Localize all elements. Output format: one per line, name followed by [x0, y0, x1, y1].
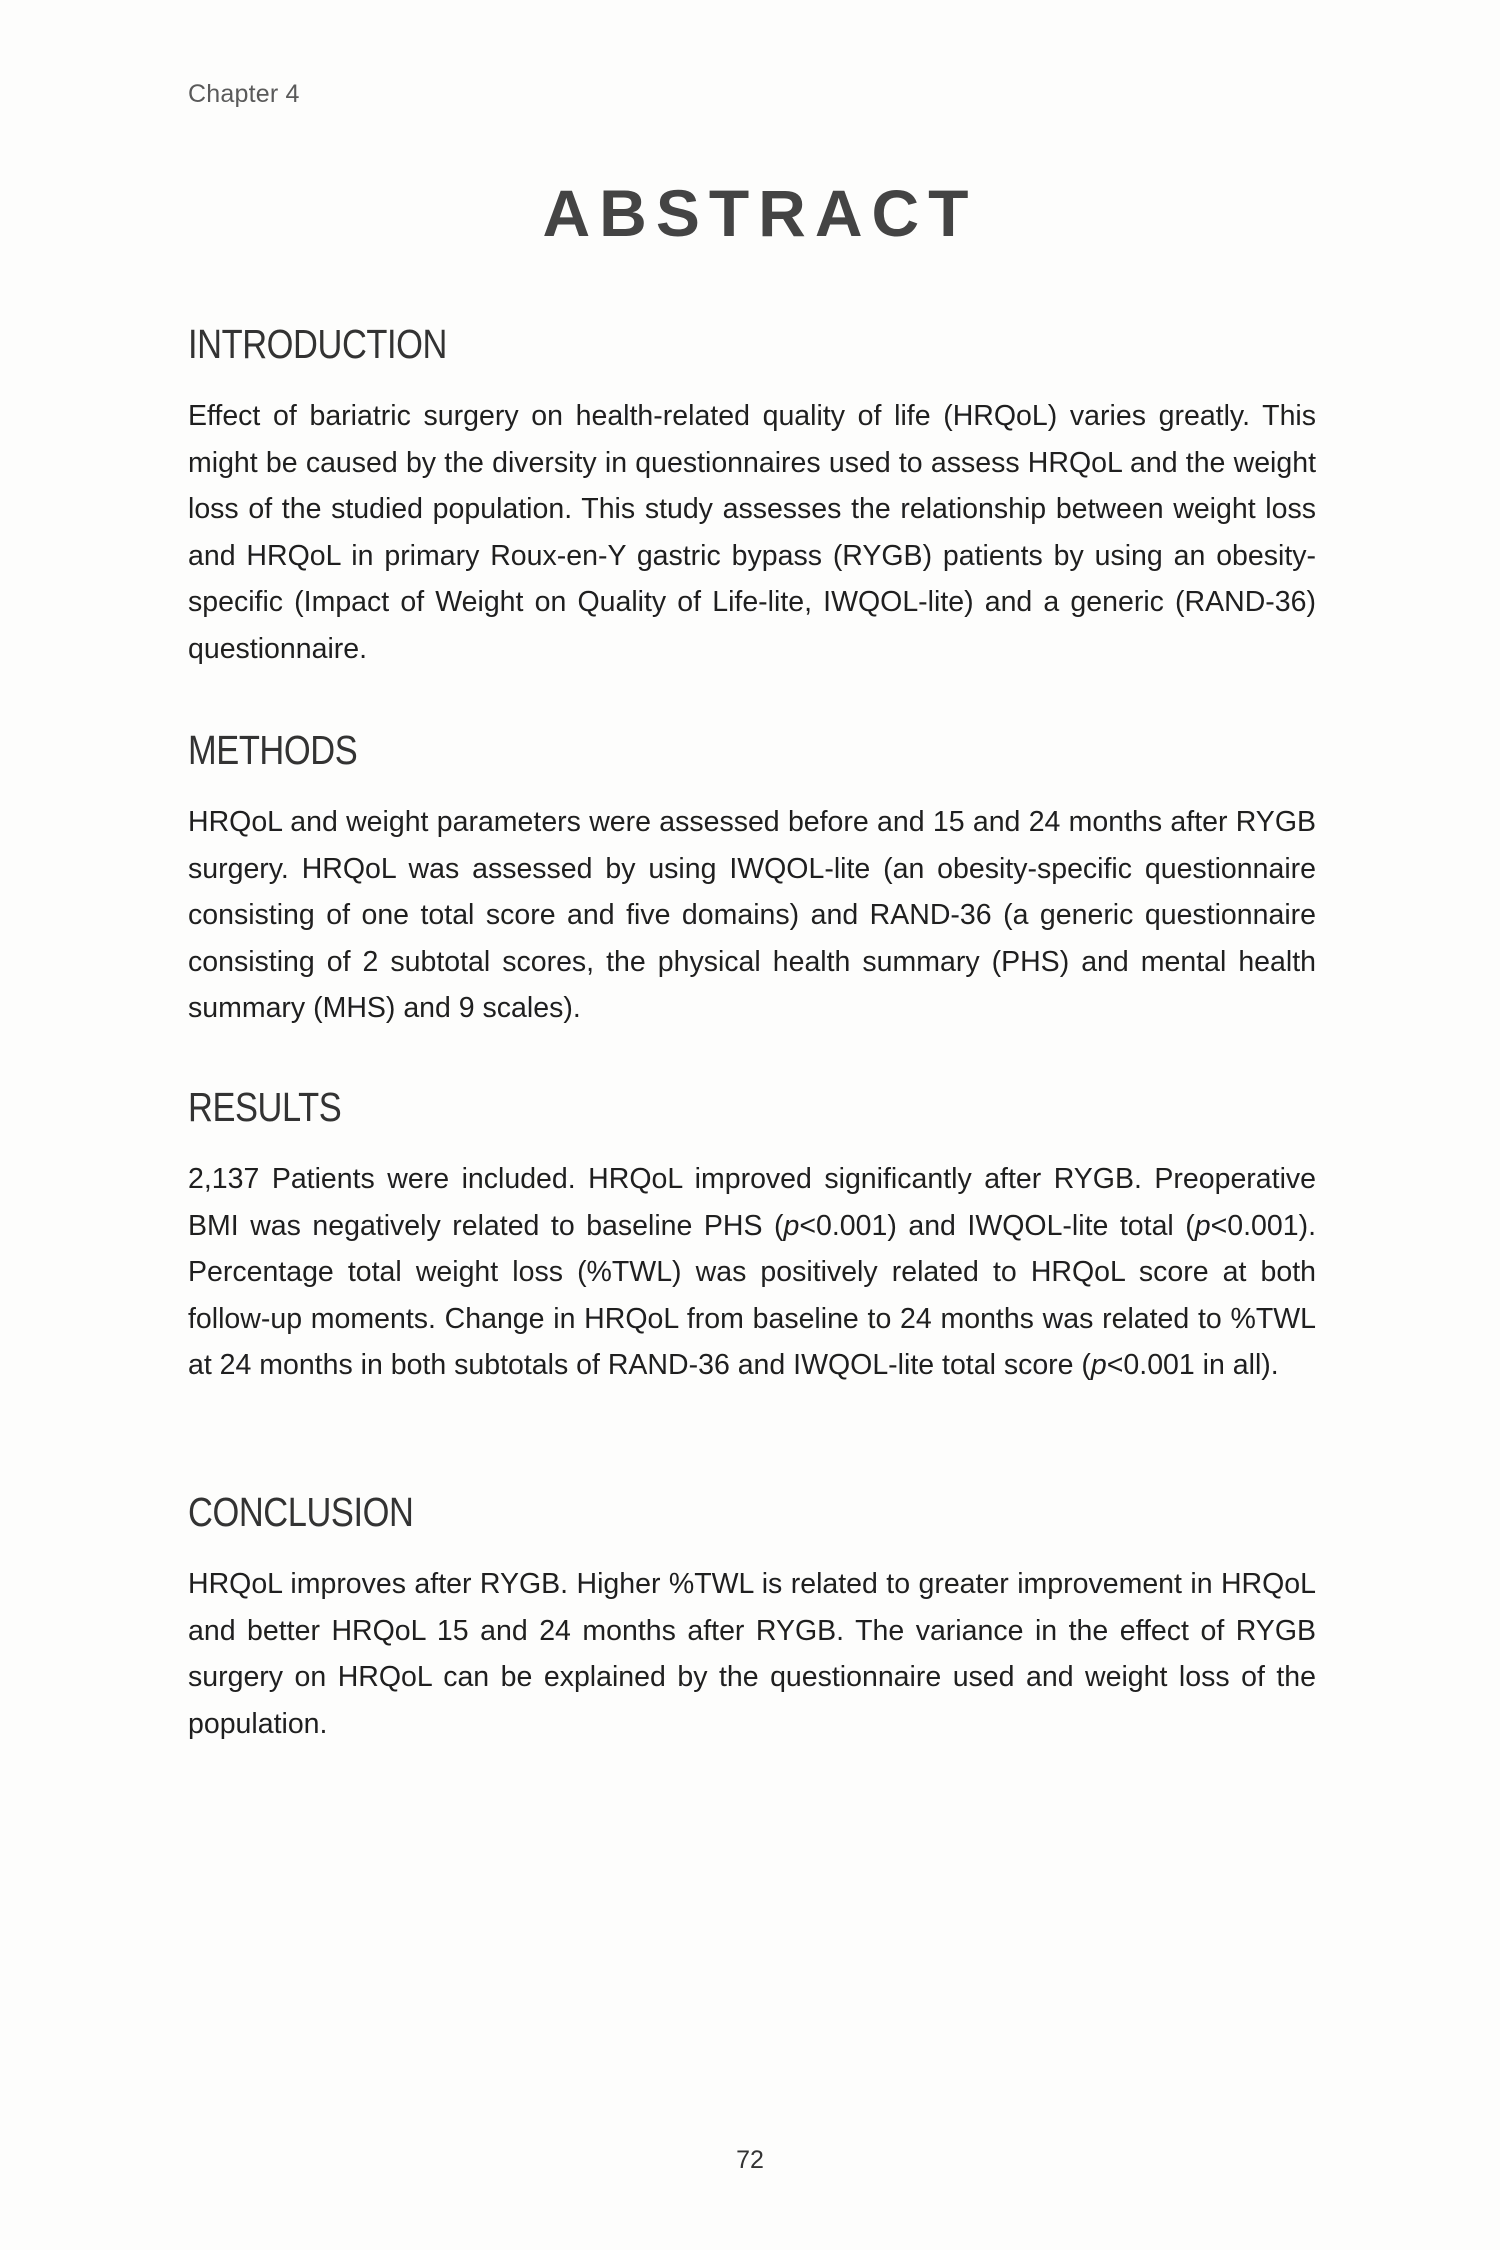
- section-heading-methods: METHODS: [188, 727, 358, 773]
- section-results: [188, 1081, 1316, 1389]
- section-body-results: [188, 1156, 1316, 1389]
- abstract-title: ABSTRACT: [542, 176, 978, 250]
- section-methods: [188, 724, 1316, 1032]
- p-value-symbol: p: [783, 1209, 800, 1242]
- p-value-symbol: p: [1090, 1349, 1107, 1382]
- results-text-4: <0.001 in all).: [1106, 1349, 1279, 1382]
- section-body-methods: HRQoL and weight parameters were assessed before and 15 and 24 months after RYGB surgery. HRQoL was assessed by using IWQOL-lite (an obesity-specific questionnaire consisting of one total score and five domains) and RAND-36 (a generic questionnaire consisting of 2 subtotal scores, the physical health summary (PHS) and mental health summary (MHS) and 9 scales).: [188, 806, 1316, 1025]
- section-conclusion: [188, 1486, 1316, 1747]
- section-heading-introduction: INTRODUCTION: [188, 321, 447, 367]
- chapter-header: Chapter 4: [188, 80, 300, 108]
- section-introduction: [188, 318, 1316, 673]
- results-text-2: <0.001) and IWQOL-lite total (: [799, 1209, 1195, 1242]
- section-heading-results: RESULTS: [188, 1084, 342, 1130]
- section-body-conclusion: HRQoL improves after RYGB. Higher %TWL is related to greater improvement in HRQoL and better HRQoL 15 and 24 months after RYGB. The variance in the effect of RYGB surgery on HRQoL can be explained by the questionnaire used and weight loss of the population.: [188, 1568, 1316, 1740]
- page-number: 72: [736, 2146, 764, 2174]
- section-body-introduction: Effect of bariatric surgery on health-related quality of life (HRQoL) varies greatly. This might be caused by the diversity in questionnaires used to assess HRQoL and the weight loss of the studied population. This study assesses the relationship between weight loss and HRQoL in primary Roux-en-Y gastric bypass (RYGB) patients by using an obesity-specific (Impact of Weight on Quality of Life-lite, IWQOL-lite) and a generic (RAND-36) questionnaire.: [188, 400, 1316, 665]
- p-value-symbol: p: [1194, 1209, 1211, 1242]
- section-heading-conclusion: CONCLUSION: [188, 1489, 414, 1535]
- results-text-1: 2,137 Patients were included. HRQoL improved significantly after RYGB. Preoperative BMI was negatively related to baseline PHS (: [188, 1163, 1316, 1242]
- results-text-3: <0.001). Percentage total weight loss (%TWL) was positively related to HRQoL score at both follow-up moments. Change in HRQoL from baseline to 24 months was related to %TWL at 24 months in both subtotals of RAND-36 and IWQOL-lite total score (: [188, 1209, 1316, 1382]
